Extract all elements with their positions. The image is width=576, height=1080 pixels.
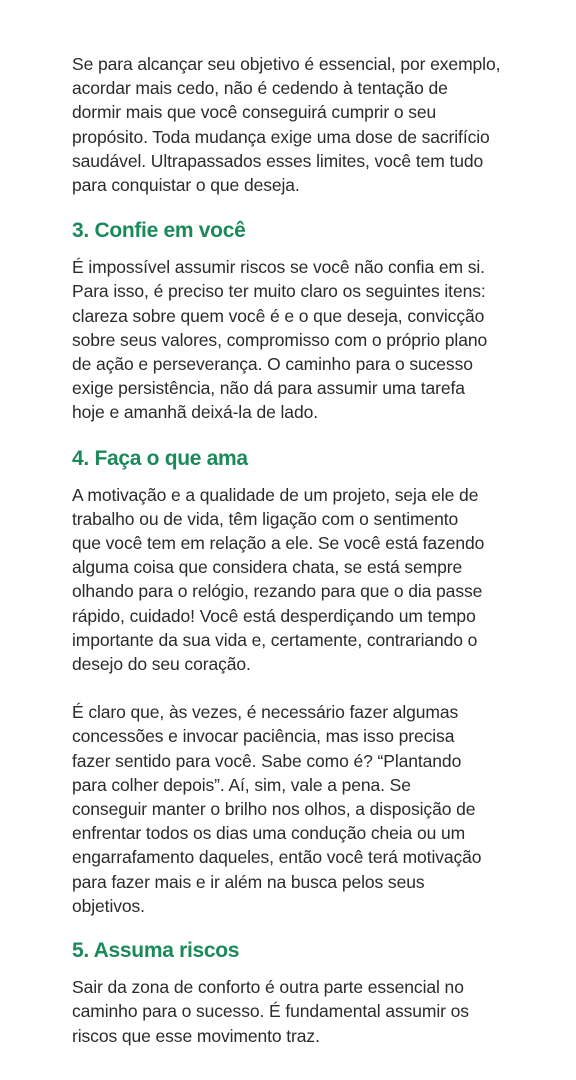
paragraph-faca-1: A motivação e a qualidade de um projeto, seja ele de trabalho ou de vida, têm ligação com o sentimento que você tem em relação a ele. Se você está fazendo alguma coisa que considera chata, se está sempre olhando para o relógio, rezando para que o dia passe rápido, cuidado! Você está desperdiçando um tempo importante da sua vida e, certamente, contrariando o desejo do seu coração.	[72, 484, 485, 675]
paragraph-intro: Se para alcançar seu objetivo é essencial, por exemplo, acordar mais cedo, não é cedendo à tentação de dormir mais que você conseguirá cumprir o seu propósito. Toda mudança exige uma dose de sacrifício saudável. Ultrapassados esses limites, você tem tudo para conquistar o que deseja.	[72, 54, 501, 196]
section-heading-faca: 4. Faça o que ama	[72, 446, 248, 470]
paragraph-assuma: Sair da zona de conforto é outra parte essencial no caminho para o sucesso. É fundamental assumir os riscos que esse movimento traz.	[72, 977, 469, 1046]
paragraph-confie: É impossível assumir riscos se você não confia em si. Para isso, é preciso ter muito claro os seguintes itens: clareza sobre quem você é e o que deseja, convicção sobre seus valores, compromisso com o próprio plano de ação e perseverança. O caminho para o sucesso exige persistência, não dá para assumir uma tarefa hoje e amanhã deixá-la de lado.	[72, 257, 488, 423]
section-heading-assuma: 5. Assuma riscos	[72, 939, 240, 963]
section-heading-confie: 3. Confie em você	[72, 219, 246, 243]
paragraph-faca-2: É claro que, às vezes, é necessário fazer algumas concessões e invocar paciência, mas isso precisa fazer sentido para você. Sabe como é? “Plantando para colher depois”. Aí, sim, vale a pena. Se conseguir manter o brilho nos olhos, a disposição de enfrentar todos os dias uma condução cheia ou um engarrafamento daqueles, então você terá motivação para fazer mais e ir além na busca pelos seus objetivos.	[72, 702, 482, 916]
